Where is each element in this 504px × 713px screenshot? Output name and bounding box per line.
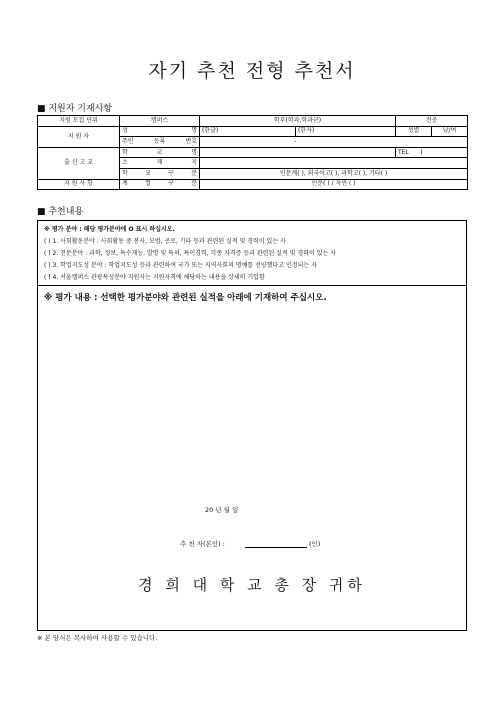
form-title: 자기 추천 전형 추천서 xyxy=(148,60,356,82)
criteria-item-1[interactable]: ( ) 1. 사회활동분야 : 사회활동 중 봉사, 모범, 공로, 기타 등과 관련된 실적 및 경력이 있는 자 xyxy=(44,238,286,245)
criteria-heading: ※ 평가 분야 : 해당 평가분야에 O 표시 하십시오. xyxy=(44,226,175,233)
tel-field[interactable] xyxy=(396,147,468,158)
signature-line[interactable] xyxy=(245,547,307,548)
criteria-divider xyxy=(37,285,467,286)
school-type-label: 학 교 구 분 xyxy=(120,168,200,179)
seal-mark: (인) xyxy=(309,540,321,548)
school-type-field[interactable]: 인문계( ), 외국어고( ), 과학고( ), 기타( ) xyxy=(200,168,468,179)
rrn-label: 주민 등록 번호 xyxy=(120,137,200,148)
name-label: 성 명 xyxy=(120,126,200,137)
section-recommend-heading: ■ 추천내용 xyxy=(37,207,84,217)
criteria-item-3[interactable]: ( ) 3. 학업지도성 분야 : 학업지도성 등과 관련하여 국가 또는 지역사회의 명예를 선양했다고 인정되는 자 xyxy=(44,262,317,269)
gender-label: 성별 xyxy=(396,126,432,137)
criteria-item-4[interactable]: ( ) 4. 서울캠퍼스 관광특성분야 지원자는 지원자격에 해당하는 내용을 상세히 기입함 xyxy=(44,274,265,281)
evaluation-note: ※ 평가 내용 : 선택한 평가분야와 관련된 실적을 아래에 기재하여 주십시오. xyxy=(44,293,327,303)
row-track xyxy=(38,179,468,190)
tel-close: ) xyxy=(420,148,423,156)
apply-group-label: 지 원 사 항 xyxy=(38,179,120,190)
school-name-label: 학 교 명 xyxy=(120,147,200,158)
applicant-label: 지 원 자 xyxy=(38,126,120,147)
track-label: 계 열 구 분 xyxy=(120,179,200,190)
recommender-label: 추 천 자(본인) : xyxy=(180,540,225,548)
footnote: ※ 본 양식은 복사하여 사용할 수 있습니다. xyxy=(37,634,158,642)
university-addressee: 경 희 대 학 교 총 장 귀하 xyxy=(138,576,366,594)
tel-label: TEL xyxy=(398,148,409,156)
rrn-field[interactable] xyxy=(200,137,468,148)
track-field[interactable]: 인문( ) / 자연 ( ) xyxy=(200,179,468,190)
location-field[interactable] xyxy=(200,158,468,169)
unit-label: 지원 모집 단위 xyxy=(38,116,120,127)
row-name xyxy=(38,126,468,137)
rrn-separator: - xyxy=(294,137,299,145)
date-line[interactable]: 20 년 월 일 xyxy=(205,506,239,514)
name-hangul-field[interactable]: (한글) xyxy=(200,126,296,137)
major-field[interactable]: 전공 xyxy=(396,116,468,127)
school-name-field[interactable] xyxy=(200,147,396,158)
campus-field[interactable]: 캠퍼스 xyxy=(120,116,200,127)
row-school-name xyxy=(38,147,468,158)
criteria-item-2[interactable]: ( ) 2. 전문분야 : 과학, 정보, 특수재능, 발명 및 특허, 특이경력, 각종 자격증 등과 관련된 실적 및 경력이 있는 자 xyxy=(44,250,336,257)
school-group-label: 출 신 고 교 xyxy=(38,147,120,179)
name-hanja-field[interactable]: (한자) xyxy=(296,126,396,137)
section-applicant-heading: ■ 지원자 기재사항 xyxy=(37,104,113,114)
location-label: 소 재 지 xyxy=(120,158,200,169)
evaluation-content-area[interactable] xyxy=(44,306,460,496)
applicant-info-table xyxy=(37,115,468,190)
dept-field[interactable]: 학부(학과,학과군) xyxy=(200,116,396,127)
row-unit xyxy=(38,116,468,127)
gender-field[interactable]: 남/여 xyxy=(432,126,468,137)
